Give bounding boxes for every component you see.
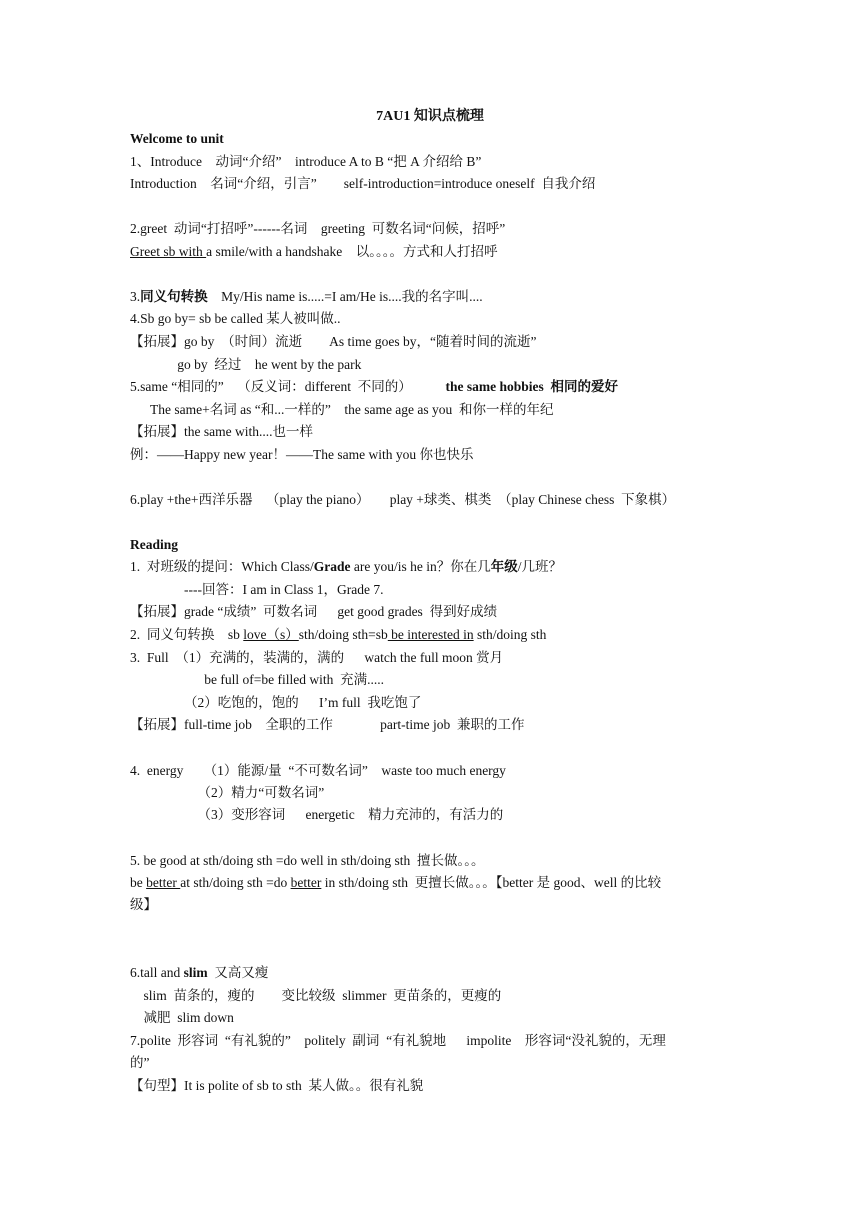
text-line (130, 694, 421, 712)
text-line (130, 762, 506, 780)
text-segment: 同义句转换 (140, 289, 208, 304)
text-segment: Introduction 名词“介绍，引言” self-introduction=introduce oneself 自我介绍 (130, 176, 596, 191)
text-line (130, 671, 384, 689)
text-segment: 【拓展】grade “成绩” 可数名词 get good grades 得到好成绩 (130, 604, 498, 619)
text-line (130, 446, 473, 464)
text-segment: 例：——Happy new year！——The same with you 你也快乐 (130, 447, 474, 462)
text-segment: My/His name is.....=I am/He is....我的名字叫.... (207, 289, 483, 304)
text-line (130, 401, 554, 419)
text-segment: at sth/doing sth =do (180, 875, 291, 890)
text-segment: （2）精力“可数名词” (130, 785, 325, 800)
text-segment: are you/is he in？你在几 (350, 559, 491, 574)
text-segment: 7.polite 形容词 “有礼貌的” politely 副词 “有礼貌地 impolite 形容词“没礼貌的，无理 (130, 1033, 666, 1048)
text-line (130, 356, 361, 374)
text-line (130, 491, 675, 509)
text-line (130, 333, 536, 351)
text-line (130, 1077, 423, 1095)
text-line (130, 874, 661, 892)
text-segment: 3. (130, 289, 141, 304)
text-line (130, 987, 501, 1005)
text-line (130, 626, 546, 644)
text-segment: /几班？ (517, 559, 562, 574)
text-segment: Greet sb with (130, 244, 207, 259)
text-segment: 2.greet 动词“打招呼”------名词 greeting 可数名词“问候，招呼” (130, 221, 506, 236)
text-segment: The same+名词 as “和...一样的” the same age as you 和你一样的年纪 (130, 402, 554, 417)
text-segment: 1、Introduce 动词“介绍” introduce A to B “把 A 介绍给 B” (130, 154, 482, 169)
text-segment: 2. 同义句转换 sb (130, 627, 244, 642)
text-segment: 【拓展】full-time job 全职的工作 part-time job 兼职的工作 (130, 717, 525, 732)
text-segment: 【拓展】the same with....也一样 (130, 424, 313, 439)
text-segment: love（s） (243, 627, 299, 642)
text-line (130, 784, 324, 802)
text-segment: 【拓展】go by （时间）流逝 As time goes by，“随着时间的流逝” (130, 334, 537, 349)
text-segment: 【句型】It is polite of sb to sth 某人做。。很有礼貌 (130, 1078, 424, 1093)
text-line (130, 581, 383, 599)
text-segment: Welcome to unit (130, 131, 224, 146)
text-line (130, 423, 313, 441)
text-line (130, 852, 485, 870)
text-segment: go by 经过 he went by the park (130, 357, 362, 372)
text-segment: 6.play +the+西洋乐器 （play the piano） play +球类、棋类 （play Chinese chess 下象棋） (130, 492, 676, 507)
text-line (130, 378, 618, 396)
text-segment: （3）变形容词 energetic 精力充沛的，有活力的 (130, 807, 504, 822)
text-line (130, 806, 503, 824)
text-line (130, 288, 483, 306)
text-line (130, 1054, 150, 1072)
text-segment: sth/doing sth (473, 627, 547, 642)
text-line (130, 130, 224, 148)
page-title: 7AU1 知识点梳理 (376, 109, 484, 124)
text-line (130, 896, 157, 914)
text-segment: be (130, 875, 147, 890)
text-segment: the same hobbies 相同的爱好 (445, 379, 618, 394)
text-line (130, 175, 595, 193)
text-segment: better (290, 875, 322, 890)
text-line (130, 716, 524, 734)
text-segment: slim 苗条的，瘦的 变比较级 slimmer 更苗条的，更瘦的 (130, 988, 502, 1003)
text-segment: 4. energy （1）能源/量 “不可数名词” waste too much energy (130, 763, 506, 778)
text-segment: 又高又瘦 (207, 965, 269, 980)
text-line (130, 1009, 234, 1027)
text-segment: 5.same “相同的” （反义词：different 不同的） (130, 379, 446, 394)
text-segment: 4.Sb go by= sb be called 某人被叫做.. (130, 311, 341, 326)
text-segment: 级】 (130, 897, 157, 912)
text-segment: a smile/with a handshake 以。。。。方式和人打招呼 (206, 244, 498, 259)
text-segment: 年级 (490, 559, 518, 574)
text-line (130, 536, 178, 554)
text-segment: 减肥 slim down (130, 1010, 234, 1025)
text-segment: be full of=be filled with 充满..... (130, 672, 384, 687)
text-segment: 的” (130, 1055, 150, 1070)
text-segment: Grade (313, 559, 351, 574)
text-segment: Reading (130, 537, 179, 552)
text-segment: ----回答：I am in Class 1，Grade 7. (130, 582, 384, 597)
text-segment: better (146, 875, 181, 890)
text-line (130, 153, 481, 171)
text-segment: 5. be good at sth/doing sth =do well in sth/doing sth 擅长做。。。 (130, 853, 485, 868)
text-line (130, 310, 340, 328)
text-line (130, 649, 503, 667)
text-line (130, 220, 505, 238)
text-line (130, 558, 562, 576)
text-line (130, 1032, 666, 1050)
text-segment: in sth/doing sth 更擅长做。。。【better 是 good、well 的比较 (321, 875, 662, 890)
text-segment: sth/doing sth=sb (298, 627, 388, 642)
text-segment: be interested in (387, 627, 474, 642)
text-line (130, 243, 497, 261)
text-segment: 6.tall and (130, 965, 184, 980)
text-segment: slim (183, 965, 208, 980)
text-segment: 3. Full （1）充满的，装满的，满的 watch the full moon 赏月 (130, 650, 504, 665)
text-line (130, 964, 268, 982)
text-segment: 1. 对班级的提问：Which Class/ (130, 559, 314, 574)
text-line (130, 603, 497, 621)
text-segment: （2）吃饱的，饱的 I’m full 我吃饱了 (130, 695, 422, 710)
